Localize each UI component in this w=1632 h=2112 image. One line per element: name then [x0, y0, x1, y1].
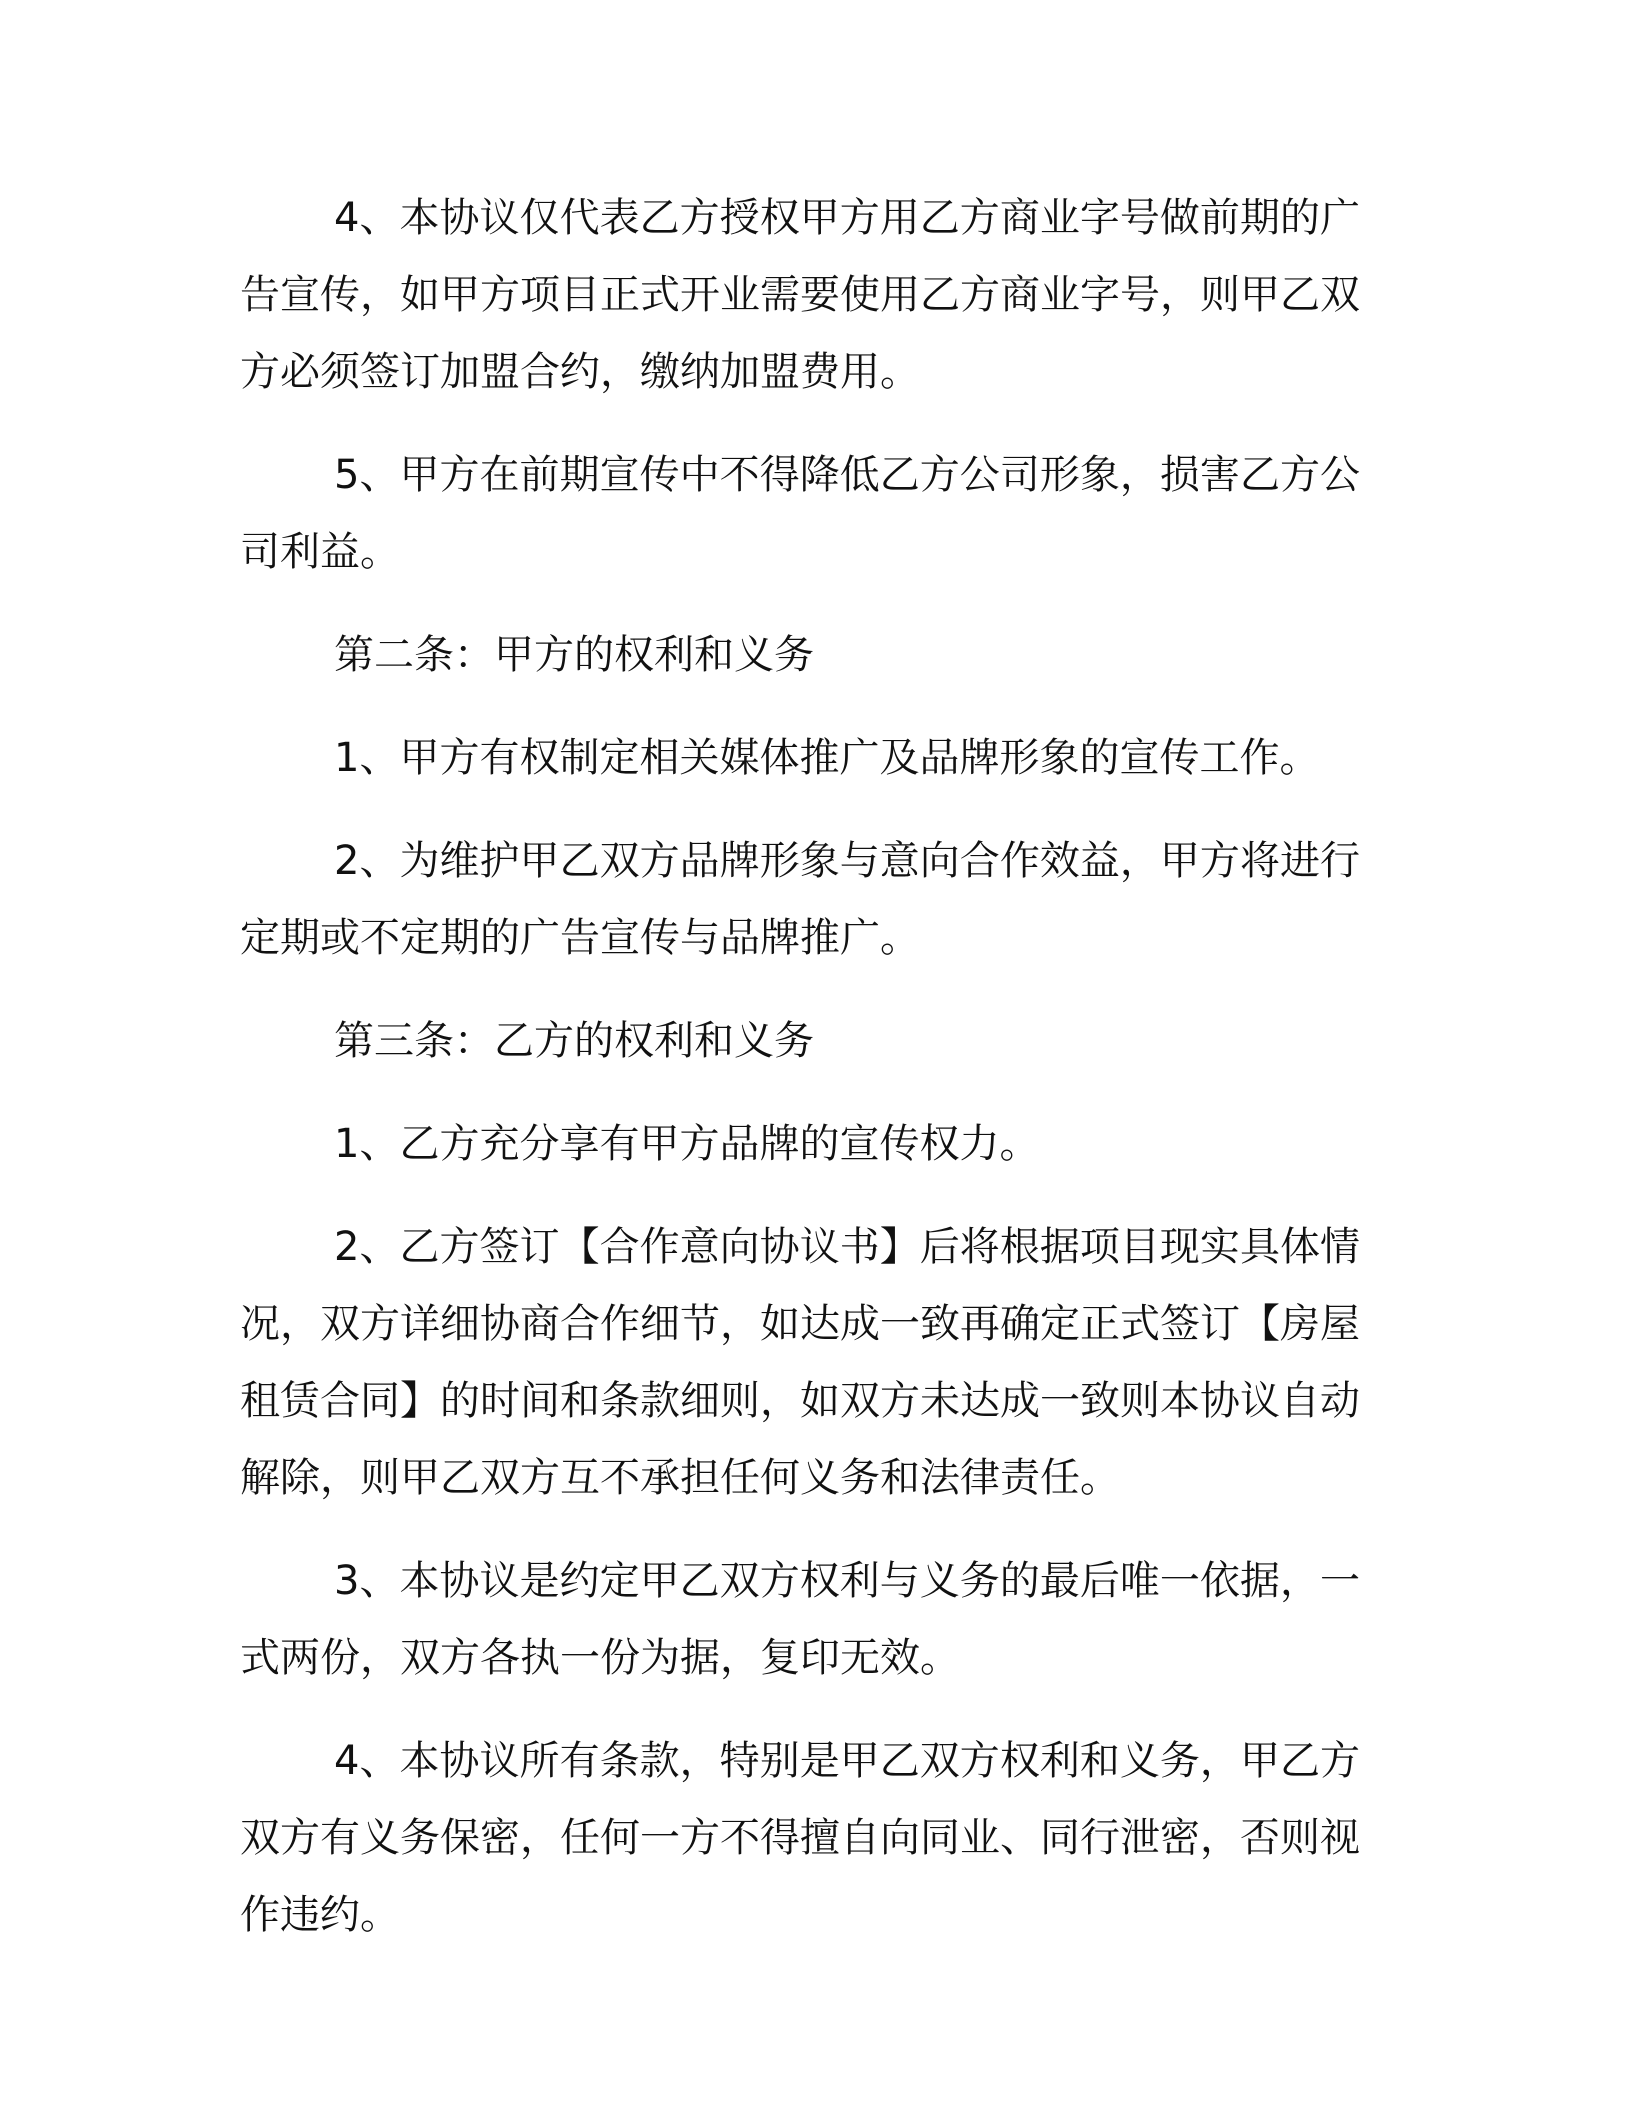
clause-paragraph: 4、本协议仅代表乙方授权甲方用乙方商业字号做前期的广告宣传，如甲方项目正式开业需要使用乙方商业字号，则甲乙双方必须签订加盟合约，缴纳加盟费用。	[240, 195, 1360, 395]
document-body	[240, 180, 1360, 1980]
section-heading: 第二条：甲方的权利和义务	[334, 632, 814, 678]
clause-paragraph: 1、甲方有权制定相关媒体推广及品牌形象的宣传工作。	[334, 735, 1320, 781]
clause-paragraph: 5、甲方在前期宣传中不得降低乙方公司形象，损害乙方公司利益。	[240, 452, 1360, 575]
clause-paragraph: 2、为维护甲乙双方品牌形象与意向合作效益，甲方将进行定期或不定期的广告宣传与品牌推广。	[240, 838, 1360, 961]
clause-paragraph: 4、本协议所有条款，特别是甲乙双方权利和义务，甲乙方双方有义务保密，任何一方不得擅自向同业、同行泄密，否则视作违约。	[240, 1738, 1360, 1938]
section-heading: 第三条：乙方的权利和义务	[334, 1018, 814, 1064]
clause-paragraph: 3、本协议是约定甲乙双方权利与义务的最后唯一依据，一式两份，双方各执一份为据，复印无效。	[240, 1558, 1360, 1681]
clause-paragraph: 1、乙方充分享有甲方品牌的宣传权力。	[334, 1121, 1040, 1167]
clause-paragraph: 2、乙方签订【合作意向协议书】后将根据项目现实具体情况，双方详细协商合作细节，如达成一致再确定正式签订【房屋租赁合同】的时间和条款细则，如双方未达成一致则本协议自动解除，则甲乙双方互不承担任何义务和法律责任。	[240, 1224, 1360, 1501]
